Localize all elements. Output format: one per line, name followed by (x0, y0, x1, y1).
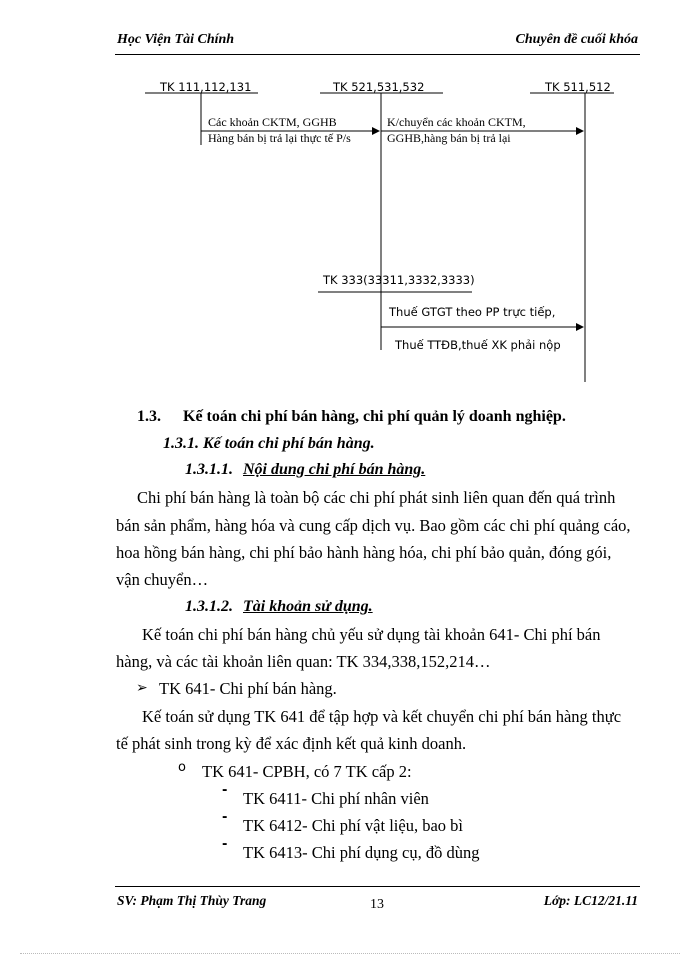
header-left: Học Viện Tài Chính (117, 32, 235, 47)
subsection-1-3-1-2-number: 1.3.1.2. (185, 598, 233, 615)
tk333-label: TK 333(33311,3332,3333) (323, 273, 475, 287)
dash-item-6411: TK 6411- Chi phí nhân viên (243, 789, 429, 808)
dash-bullet-icon: - (222, 783, 228, 798)
section-number: 1.3. (137, 408, 161, 425)
entry-tax-line2: Thuế TTĐB,thuế XK phải nộp (395, 338, 561, 352)
subsection-1-3-1-2-title: Tài khoản sử dụng. (243, 598, 373, 615)
entry-tax-line1: Thuế GTGT theo PP trực tiếp, (389, 305, 556, 319)
entry-ckt-line1: Các khoản CKTM, GGHB (208, 115, 337, 129)
paragraph-3-line-2: tế phát sinh trong kỳ để xác định kết quả kinh doanh. (116, 734, 467, 753)
tk111-label: TK 111,112,131 (160, 80, 252, 94)
paragraph-2-line-1: Kế toán chi phí bán hàng chủ yếu sử dụng tài khoản 641- Chi phí bán (142, 625, 601, 644)
paragraph-1-line-3: hoa hồng bán hàng, chi phí bảo hành hàng hóa, chi phí bảo quản, đóng gói, (116, 543, 612, 562)
footer-student: SV: Phạm Thị Thùy Trang (117, 893, 267, 908)
circle-bullet-icon: o (178, 760, 186, 775)
page-bottom-edge (20, 953, 680, 954)
paragraph-1-line-4: vận chuyển… (116, 570, 209, 589)
dash-bullet-icon: - (222, 837, 228, 852)
entry-ckt-line2: Hàng bán bị trả lại thực tế P/s (208, 131, 351, 145)
dash-bullet-icon: - (222, 810, 228, 825)
dash-item-6413: TK 6413- Chi phí dụng cụ, đồ dùng (243, 843, 480, 862)
paragraph-1-line-1: Chi phí bán hàng là toàn bộ các chi phí phát sinh liên quan đến quá trình (137, 488, 616, 507)
footer-class: Lớp: LC12/21.11 (543, 893, 638, 908)
entry-transfer-line1: K/chuyển các khoản CKTM, (387, 115, 526, 129)
footer-rule (115, 886, 640, 887)
paragraph-1-line-2: bán sản phẩm, hàng hóa và cung cấp dịch vụ. Bao gồm các chi phí quảng cáo, (116, 516, 631, 535)
entry-transfer-line2: GGHB,hàng bán bị trả lại (387, 131, 511, 145)
tk511-label: TK 511,512 (545, 80, 611, 94)
arrow-item: TK 641- Chi phí bán hàng. (159, 679, 337, 698)
subsection-1-3-1-1-number: 1.3.1.1. (185, 461, 233, 478)
subsection-1-3-1: 1.3.1. Kế toán chi phí bán hàng. (163, 435, 375, 452)
page-number: 13 (370, 897, 384, 912)
header-right: Chuyên đề cuối khóa (515, 32, 638, 47)
paragraph-3-line-1: Kế toán sử dụng TK 641 để tập hợp và kết chuyển chi phí bán hàng thực (142, 707, 622, 726)
subsection-1-3-1-1-title: Nội dung chi phí bán hàng. (243, 461, 426, 478)
circle-item: TK 641- CPBH, có 7 TK cấp 2: (202, 762, 412, 781)
arrow-bullet-icon: ➢ (136, 681, 148, 696)
paragraph-2-line-2: hàng, và các tài khoản liên quan: TK 334,338,152,214… (116, 652, 491, 671)
section-title: Kế toán chi phí bán hàng, chi phí quản lý doanh nghiệp. (183, 408, 566, 425)
tk521-label: TK 521,531,532 (333, 80, 425, 94)
dash-item-6412: TK 6412- Chi phí vật liệu, bao bì (243, 816, 463, 835)
